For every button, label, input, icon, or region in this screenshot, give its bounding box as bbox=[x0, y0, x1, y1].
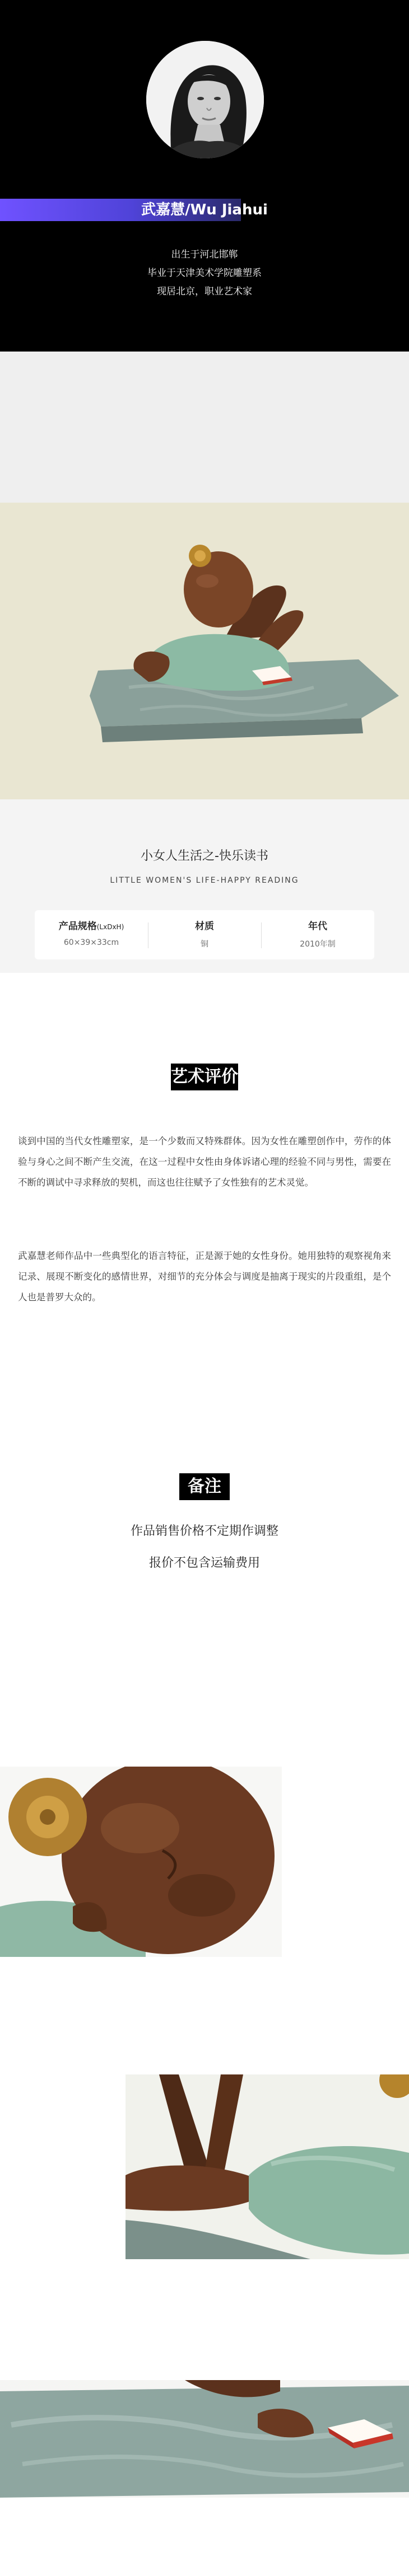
notes-heading: 备注 bbox=[179, 1473, 230, 1500]
product-title: 小女人生活之-快乐读书 bbox=[141, 849, 268, 863]
bio-education: 毕业于天津美术学院雕塑系 bbox=[147, 268, 262, 279]
sculpture-photo-main bbox=[0, 503, 409, 799]
spec-table bbox=[35, 910, 374, 959]
sculpture-detail-face bbox=[0, 1767, 282, 1957]
artist-name: 武嘉慧/Wu Jiahui bbox=[141, 202, 268, 218]
sculpture-detail-book bbox=[0, 2380, 409, 2498]
spec-size-label: 产品规格(LxDxH) bbox=[58, 921, 124, 932]
review-paragraph-1: 谈到中国的当代女性雕塑家，是一个少数而又特殊群体。因为女性在雕塑创作中，劳作的体验与身心之间不断产生交流，在这一过程中女性由身体诉诸心理的经验不同与男性，需要在不断的调试中寻求释放的契机，而这也往往赋予了女性独有的艺术灵觉。 bbox=[18, 1136, 391, 1188]
bio-residence: 现居北京，职业艺术家 bbox=[157, 286, 252, 297]
product-subtitle: LITTLE WOMEN'S LIFE-HAPPY READING bbox=[110, 876, 299, 885]
spacer-band bbox=[0, 352, 409, 503]
note-price: 作品销售价格不定期作调整 bbox=[130, 1524, 278, 1538]
artist-avatar bbox=[146, 41, 264, 158]
spec-year bbox=[261, 910, 374, 959]
spec-size-value: 60×39×33cm bbox=[63, 938, 119, 947]
note-shipping: 报价不包含运输费用 bbox=[148, 1556, 260, 1570]
bio-birthplace: 出生于河北邯郸 bbox=[171, 249, 238, 260]
spec-material-label: 材质 bbox=[195, 921, 214, 932]
review-paragraph-2: 武嘉慧老师作品中一些典型化的语言特征，正是源于她的女性身份。她用独特的观察视角来记录、展现不断变化的感情世界，对细节的充分体会与调度是抽离于现实的片段重组，是个人也是普罗大众的。 bbox=[18, 1250, 391, 1303]
spec-year-value: 2010年制 bbox=[300, 940, 336, 949]
spec-material bbox=[148, 910, 261, 959]
spec-material-value: 铜 bbox=[201, 940, 208, 949]
spec-size bbox=[35, 910, 148, 959]
review-heading: 艺术评价 bbox=[171, 1064, 238, 1090]
sculpture-detail-legs bbox=[126, 2074, 409, 2259]
spec-year-label: 年代 bbox=[308, 921, 327, 932]
